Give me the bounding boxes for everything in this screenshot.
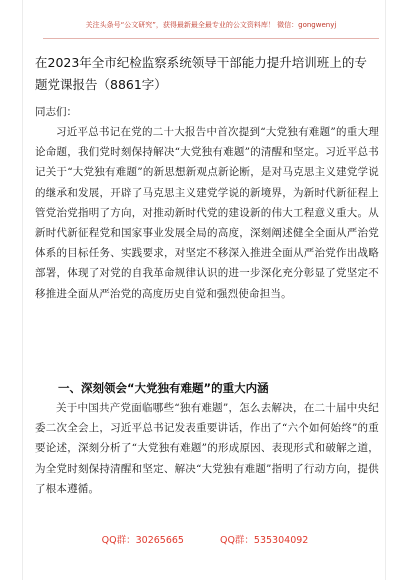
document-page [22,0,386,580]
section-heading: 一、深刻领会“大党独有难题”的重大内涵 [58,381,269,395]
salutation: 同志们： [35,106,77,118]
footer-qq-group-2: QQ群：535304092 [219,535,309,546]
footer-qq-group-1: QQ群：30265665 [101,535,184,546]
promo-banner: 关注头条号“公文研究”，获得最新最全最专业的公文资料库！ 微信：gongwenyj [85,21,337,29]
footer-contact [23,532,387,546]
body-paragraph-1: 习近平总书记在党的二十大报告中首次提到“大党独有难题”的重大理论命题，我们党时刻保持解决“大党独有难题”的清醒和坚定。习近平总书记关于“大党独有难题”的新思想新观点新论断，是对马克思主义建党学说的继承和发展，开辟了马克思主义建党学说的新境界，为新时代新征程上管党治党指明了方向，对推动新时代党的建设新的伟大工程意义重大。从新时代新征程党和国家事业发展全局的高度，深刻阐述健全全面从严治党体系的目标任务、实践要求，对坚定不移深入推进全面从严治党作出战略部署，体现了对党的自我革命规律认识的进一步深化充分彰显了党坚定不移推进全面从严治党的高度历史自觉和强烈使命担当。 [35,126,379,300]
body-paragraph-2: 关于中国共产党面临哪些“独有难题”，怎么去解决，在二十届中央纪委二次全会上，习近平总书记发表重要讲话，作出了“六个如何始终”的重要论述，深刻分析了“大党独有难题”的形成原因、表现形式和破解之道，为全党时刻保持清醒和坚定、解决“大党独有难题”指明了行动方向，提供了根本遵循。 [35,402,379,495]
banner-divider [43,38,379,39]
document-title: 在2023年全市纪检监察系统领导干部能力提升培训班上的专题党课报告（8861字） [35,55,367,92]
